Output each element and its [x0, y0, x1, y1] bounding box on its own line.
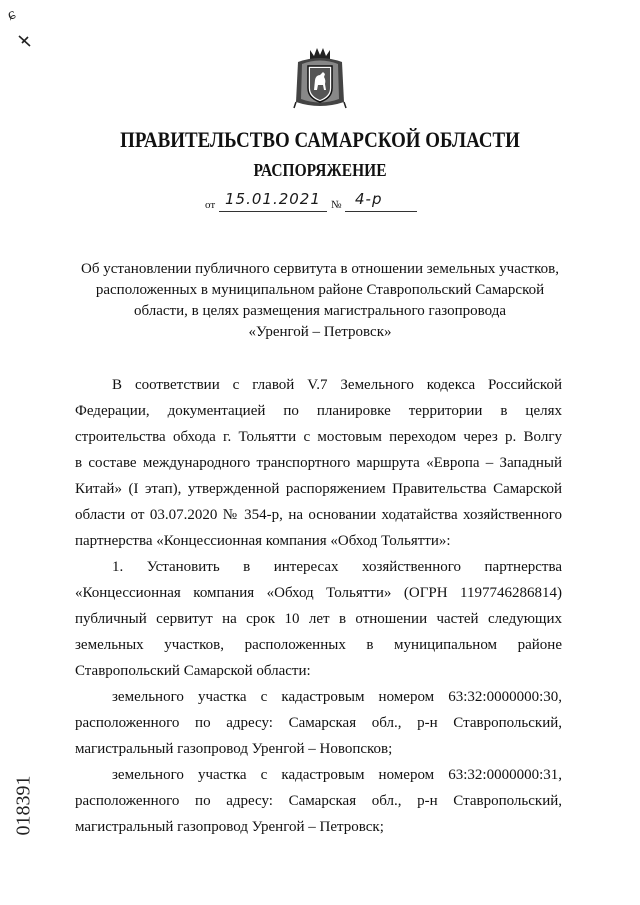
paragraph-line: расположенного по адресу: Самарская обл., р-н Ставропольский,: [75, 793, 562, 809]
document-serial-number: [14, 770, 54, 840]
pen-mark-icon: ɕ: [5, 5, 18, 24]
paragraph-line: партнерства «Концессионная компания «Обход Тольятти»:: [75, 533, 451, 549]
paragraph-line: Ставропольский Самарской области:: [75, 663, 311, 679]
document-body: [75, 372, 562, 840]
paragraph-line: земельного участка с кадастровым номером 63:32:0000000:30,: [112, 689, 562, 705]
paragraph-line: Федерации, документацией по планировке территории в целях: [75, 403, 562, 419]
paragraph-line: магистральный газопровод Уренгой – Новопсков;: [75, 741, 393, 757]
heading-line: расположенных в муниципальном районе Ставропольский Самарской: [95, 282, 545, 298]
date-label: от: [205, 199, 216, 211]
paragraph-line: 1. Установить в интересах хозяйственного партнерства: [112, 559, 562, 575]
paragraph-line: земельного участка с кадастровым номером 63:32:0000000:31,: [112, 767, 562, 783]
date-value: 15.01.2021: [225, 190, 321, 208]
corner-scribble-icon: [18, 34, 32, 48]
paragraph-line: В соответствии с главой V.7 Земельного кодекса Российской: [112, 377, 562, 393]
government-title: ПРАВИТЕЛЬСТВО САМАРСКОЙ ОБЛАСТИ: [120, 127, 520, 152]
preamble-paragraph: [75, 372, 562, 554]
serial-number-text: 018391: [12, 775, 35, 836]
heading-line: Об установлении публичного сервитута в отношении земельных участков,: [81, 261, 559, 277]
number-value: 4-р: [355, 190, 383, 208]
date-number-line: [205, 190, 455, 214]
heading-line: «Уренгой – Петровск»: [248, 324, 392, 340]
land-plot-30-paragraph: [75, 684, 562, 762]
paragraph-line: области от 03.07.2020 № 354-р, на основании ходатайства хозяйственного: [75, 507, 562, 523]
date-underline: [219, 211, 327, 212]
number-label: №: [331, 199, 342, 211]
samara-coat-of-arms-icon: [290, 44, 350, 114]
paragraph-line: земельных участков, расположенных в муниципальном районе: [75, 637, 562, 653]
paragraph-line: строительства обхода г. Тольятти с мостовым переходом через р. Волгу: [75, 429, 562, 445]
paragraph-line: «Концессионная компания «Обход Тольятти» (ОГРН 1197746286814): [75, 585, 562, 601]
paragraph-line: магистральный газопровод Уренгой – Петровск;: [75, 819, 384, 835]
clause-1-paragraph: [75, 554, 562, 684]
paragraph-line: расположенного по адресу: Самарская обл., р-н Ставропольский,: [75, 715, 562, 731]
paragraph-line: публичный сервитут на срок 10 лет в отношении частей следующих: [75, 611, 562, 627]
land-plot-31-paragraph: [75, 762, 562, 840]
paragraph-line: в составе международного транспортного маршрута «Европа – Западный: [75, 455, 562, 471]
number-underline: [345, 211, 417, 212]
document-heading: [60, 259, 580, 343]
document-type: РАСПОРЯЖЕНИЕ: [253, 160, 387, 180]
paragraph-line: Китай» (I этап), утвержденной распоряжением Правительства Самарской: [75, 481, 562, 497]
heading-line: области, в целях размещения магистрального газопровода: [133, 303, 507, 319]
